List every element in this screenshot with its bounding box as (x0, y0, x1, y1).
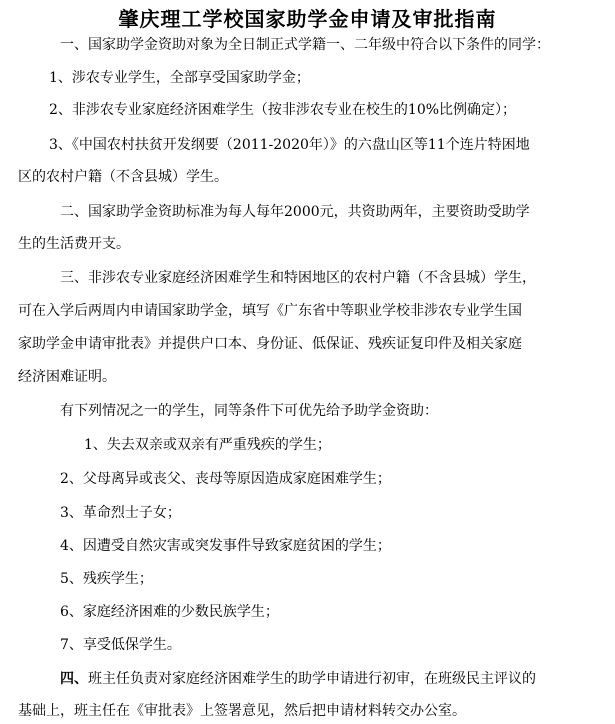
section-4-paragraph: 班主任负责对家庭经济困难学生的助学申请进行初审，在班级民主评议的 (88, 671, 536, 687)
priority-item: 5、残疾学生； (60, 571, 153, 587)
document-title: 肇庆理工学校国家助学金申请及审批指南 (118, 7, 497, 31)
priority-item: 1、失去双亲或双亲有严重残疾的学生； (84, 437, 331, 453)
list-item: 2、非涉农专业家庭经济困难学生（按非涉农专业在校生的10%比例确定）； (49, 102, 517, 118)
priority-item: 3、革命烈士子女； (60, 505, 181, 521)
section-3-continuation: 经济困难证明。 (18, 369, 116, 385)
priority-item: 4、因遭受自然灾害或突发事件导致家庭贫困的学生； (60, 538, 391, 554)
section-1-heading: 一、国家助学金资助对象为全日制正式学籍一、二年级中符合以下条件的同学： (60, 37, 550, 53)
section-2-paragraph: 二、国家助学金资助标准为每人每年2000元，共资助两年，主要资助受助学 (60, 204, 530, 220)
list-item-continuation: 区的农村户籍（不含县城）学生。 (18, 169, 228, 185)
priority-item: 7、享受低保学生。 (60, 637, 181, 653)
section-3-paragraph: 三、非涉农专业家庭经济困难学生和特困地区的农村户籍（不含县城）学生， (60, 270, 536, 286)
priority-item: 6、家庭经济困难的少数民族学生； (60, 604, 279, 620)
list-item: 1、涉农专业学生，全部享受国家助学金； (49, 70, 310, 86)
section-2-continuation: 生的生活费开支。 (18, 236, 130, 252)
section-3-continuation: 家助学金申请审批表》并提供户口本、身份证、低保证、残疾证复印件及相关家庭 (18, 336, 522, 352)
section-4-continuation: 基础上，班主任在《审批表》上签署意见，然后把申请材料转交办公室。 (18, 703, 466, 719)
section-4-number: 四、 (60, 671, 88, 687)
priority-intro: 有下列情况之一的学生，同等条件下可优先给予助学金资助： (60, 403, 438, 419)
list-item: 3、《中国农村扶贫开发纲要（2011-2020年）》的六盘山区等11个连片特困地 (49, 137, 530, 153)
priority-item: 2、父母离异或丧父、丧母等原因造成家庭困难学生； (60, 471, 391, 487)
section-3-continuation: 可在入学后两周内申请国家助学金，填写《广东省中等职业学校非涉农专业学生国 (18, 303, 522, 319)
